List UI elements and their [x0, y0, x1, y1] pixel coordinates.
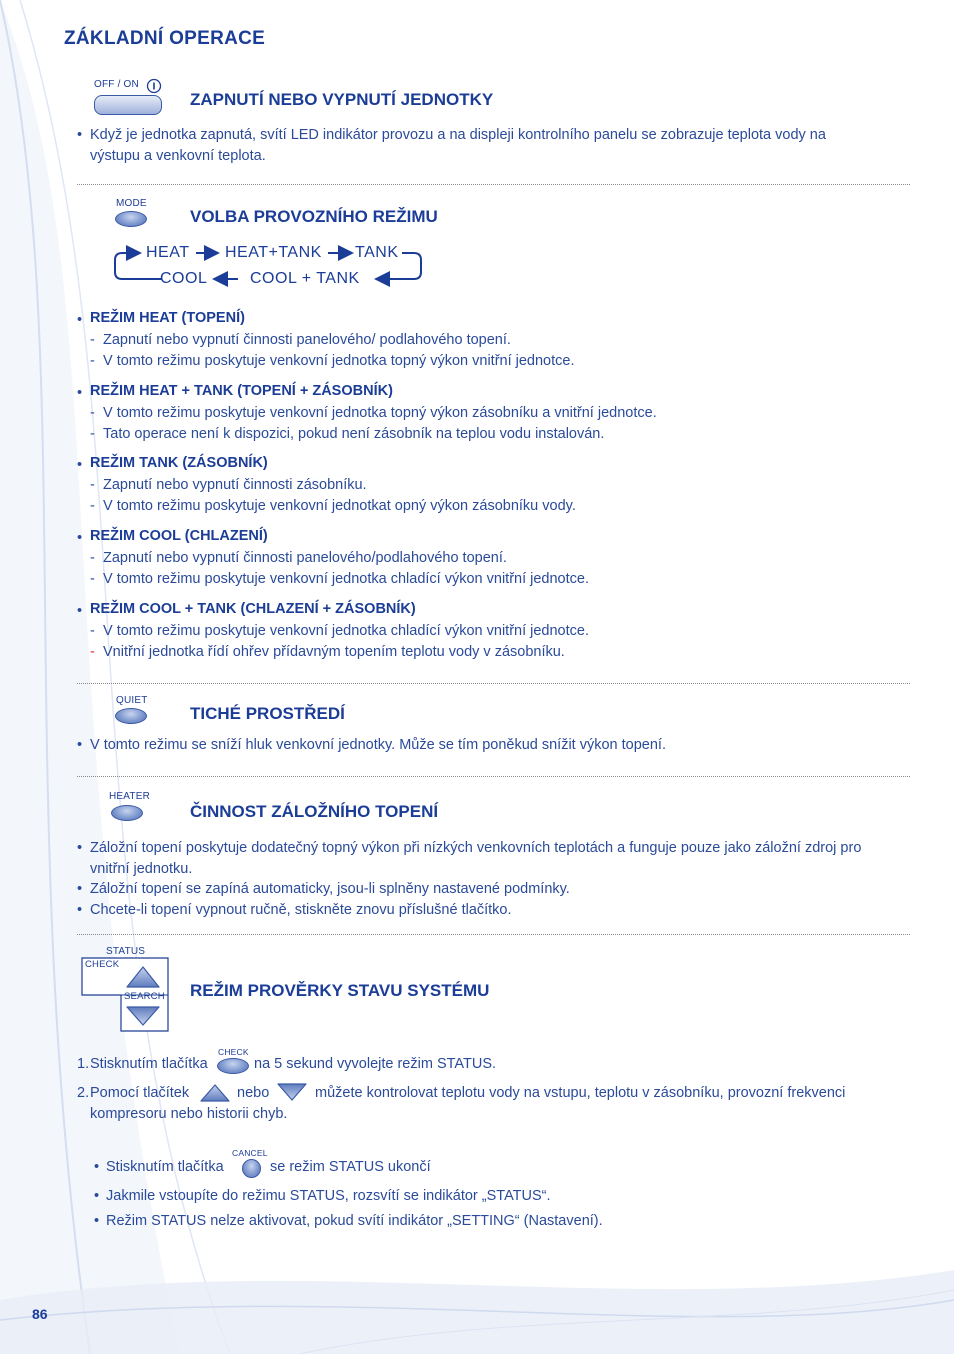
mode-cool-tank-item2: Vnitřní jednotka řídí ohřev přídavným topením teplotu vody v zásobníku.	[103, 644, 565, 660]
heater-text1-line1: Záložní topení poskytuje dodatečný topný výkon při nízkých venkovních teplotách a funguje pouze jako záložní zdroj pro	[90, 840, 862, 856]
power-icon	[146, 78, 162, 94]
cancel-label: CANCEL	[232, 1148, 268, 1158]
mode-cool-item2: V tomto režimu poskytuje venkovní jednotka chladící výkon vnitřní jednotce.	[103, 571, 589, 587]
mode-heat-tank-item1: V tomto režimu poskytuje venkovní jednotka topný výkon zásobníku a vnitřní jednotce.	[103, 405, 657, 421]
mode-title-heat-tank: REŽIM HEAT + TANK (TOPENÍ + ZÁSOBNÍK)	[90, 383, 393, 399]
mode-cool-tank-item1: V tomto režimu poskytuje venkovní jednotka chladící výkon vnitřní jednotce.	[103, 623, 589, 639]
step1-text-a: Stisknutím tlačítka	[90, 1056, 208, 1072]
down-arrow-icon[interactable]	[125, 1005, 161, 1027]
mode-heat-item2: V tomto režimu poskytuje venkovní jednotka topný výkon vnitřní jednotce.	[103, 353, 575, 369]
onoff-button[interactable]	[94, 95, 162, 115]
quiet-button[interactable]	[115, 708, 147, 724]
mode-heat-tank: HEAT+TANK	[225, 244, 322, 261]
mode-cool-item1: Zapnutí nebo vypnutí činnosti panelového/podlahového topení.	[103, 550, 507, 566]
step2-text-b: nebo	[237, 1085, 270, 1101]
page-number: 86	[32, 1306, 48, 1322]
status-heading: REŽIM PROVĚRKY STAVU SYSTÉMU	[190, 981, 490, 1000]
note3-text: Režim STATUS nelze aktivovat, pokud svítí indikátor „SETTING“ (Nastavení).	[106, 1213, 603, 1229]
mode-title-heat: REŽIM HEAT (TOPENÍ)	[90, 310, 245, 326]
mode-cool-tank: COOL + TANK	[250, 270, 360, 287]
mode-tank-item2: V tomto režimu poskytuje venkovní jednotkat opný výkon zásobníku vody.	[103, 498, 576, 514]
mode-heading: VOLBA PROVOZNÍHO REŽIMU	[190, 207, 438, 226]
inline-up-arrow-icon[interactable]	[199, 1083, 231, 1103]
page-title: ZÁKLADNÍ OPERACE	[64, 28, 266, 49]
up-arrow-icon[interactable]	[125, 965, 161, 989]
onoff-heading: ZAPNUTÍ NEBO VYPNUTÍ JEDNOTKY	[190, 90, 494, 109]
mode-tank-item1: Zapnutí nebo vypnutí činnosti zásobníku.	[103, 477, 367, 493]
heater-text3: Chcete-li topení vypnout ručně, stiskněte znovu příslušné tlačítko.	[90, 902, 512, 918]
step2-text-c: můžete kontrolovat teplotu vody na vstupu, teplotu v zásobníku, provozní frekvenci	[315, 1085, 846, 1101]
step1-check-button[interactable]	[217, 1058, 249, 1074]
mode-button-label: MODE	[116, 198, 147, 209]
mode-heat: HEAT	[146, 244, 190, 261]
mode-tank: TANK	[355, 244, 399, 261]
step2-text-a: Pomocí tlačítek	[90, 1085, 190, 1101]
inline-down-arrow-icon[interactable]	[276, 1082, 308, 1102]
note1-text-a: Stisknutím tlačítka	[106, 1159, 224, 1175]
heater-button-label: HEATER	[109, 791, 151, 802]
divider	[77, 776, 910, 777]
onoff-text-line1: Když je jednotka zapnutá, svítí LED indikátor provozu a na displeji kontrolního panelu se zobrazuje teplota vody na	[90, 127, 826, 143]
heater-button[interactable]	[111, 805, 143, 821]
status-label: STATUS	[106, 946, 146, 957]
search-label: SEARCH	[124, 991, 165, 1002]
heater-heading: ČINNOST ZÁLOŽNÍHO TOPENÍ	[190, 802, 439, 821]
heater-text2: Záložní topení se zapíná automaticky, jsou-li splněny nastavené podmínky.	[90, 881, 570, 897]
heater-text1-line2: vnitřní jednotku.	[90, 861, 193, 877]
mode-button[interactable]	[115, 211, 147, 227]
step1-text-b: na 5 sekund vyvolejte režim STATUS.	[254, 1056, 497, 1072]
onoff-button-label: OFF / ON	[94, 79, 139, 90]
step2-text-line2: kompresoru nebo historii chyb.	[90, 1106, 288, 1122]
note1-text-b: se režim STATUS ukončí	[270, 1159, 431, 1175]
mode-title-cool: REŽIM COOL (CHLAZENÍ)	[90, 528, 268, 544]
mode-title-cool-tank: REŽIM COOL + TANK (CHLAZENÍ + ZÁSOBNÍK)	[90, 601, 416, 617]
check-label: CHECK	[85, 959, 120, 970]
quiet-button-label: QUIET	[116, 695, 148, 706]
note2-text: Jakmile vstoupíte do režimu STATUS, rozsvítí se indikátor „STATUS“.	[106, 1188, 551, 1204]
step2-number: 2.	[77, 1085, 90, 1101]
mode-heat-tank-item2: Tato operace není k dispozici, pokud není zásobník na teplou vodu instalován.	[103, 426, 605, 442]
divider	[77, 683, 910, 684]
quiet-text: V tomto režimu se sníží hluk venkovní jednotky. Může se tím poněkud snížit výkon topení.	[90, 737, 666, 753]
onoff-text-line2: výstupu a venkovní teplota.	[90, 148, 266, 164]
divider	[77, 934, 910, 935]
step1-number: 1.	[77, 1056, 90, 1072]
divider	[77, 184, 910, 185]
cancel-button[interactable]	[242, 1159, 261, 1178]
mode-cool: COOL	[160, 270, 208, 287]
mode-heat-item1: Zapnutí nebo vypnutí činnosti panelového/ podlahového topení.	[103, 332, 511, 348]
mode-title-tank: REŽIM TANK (ZÁSOBNÍK)	[90, 455, 268, 471]
step1-check-label: CHECK	[218, 1047, 249, 1057]
quiet-heading: TICHÉ PROSTŘEDÍ	[190, 704, 345, 723]
